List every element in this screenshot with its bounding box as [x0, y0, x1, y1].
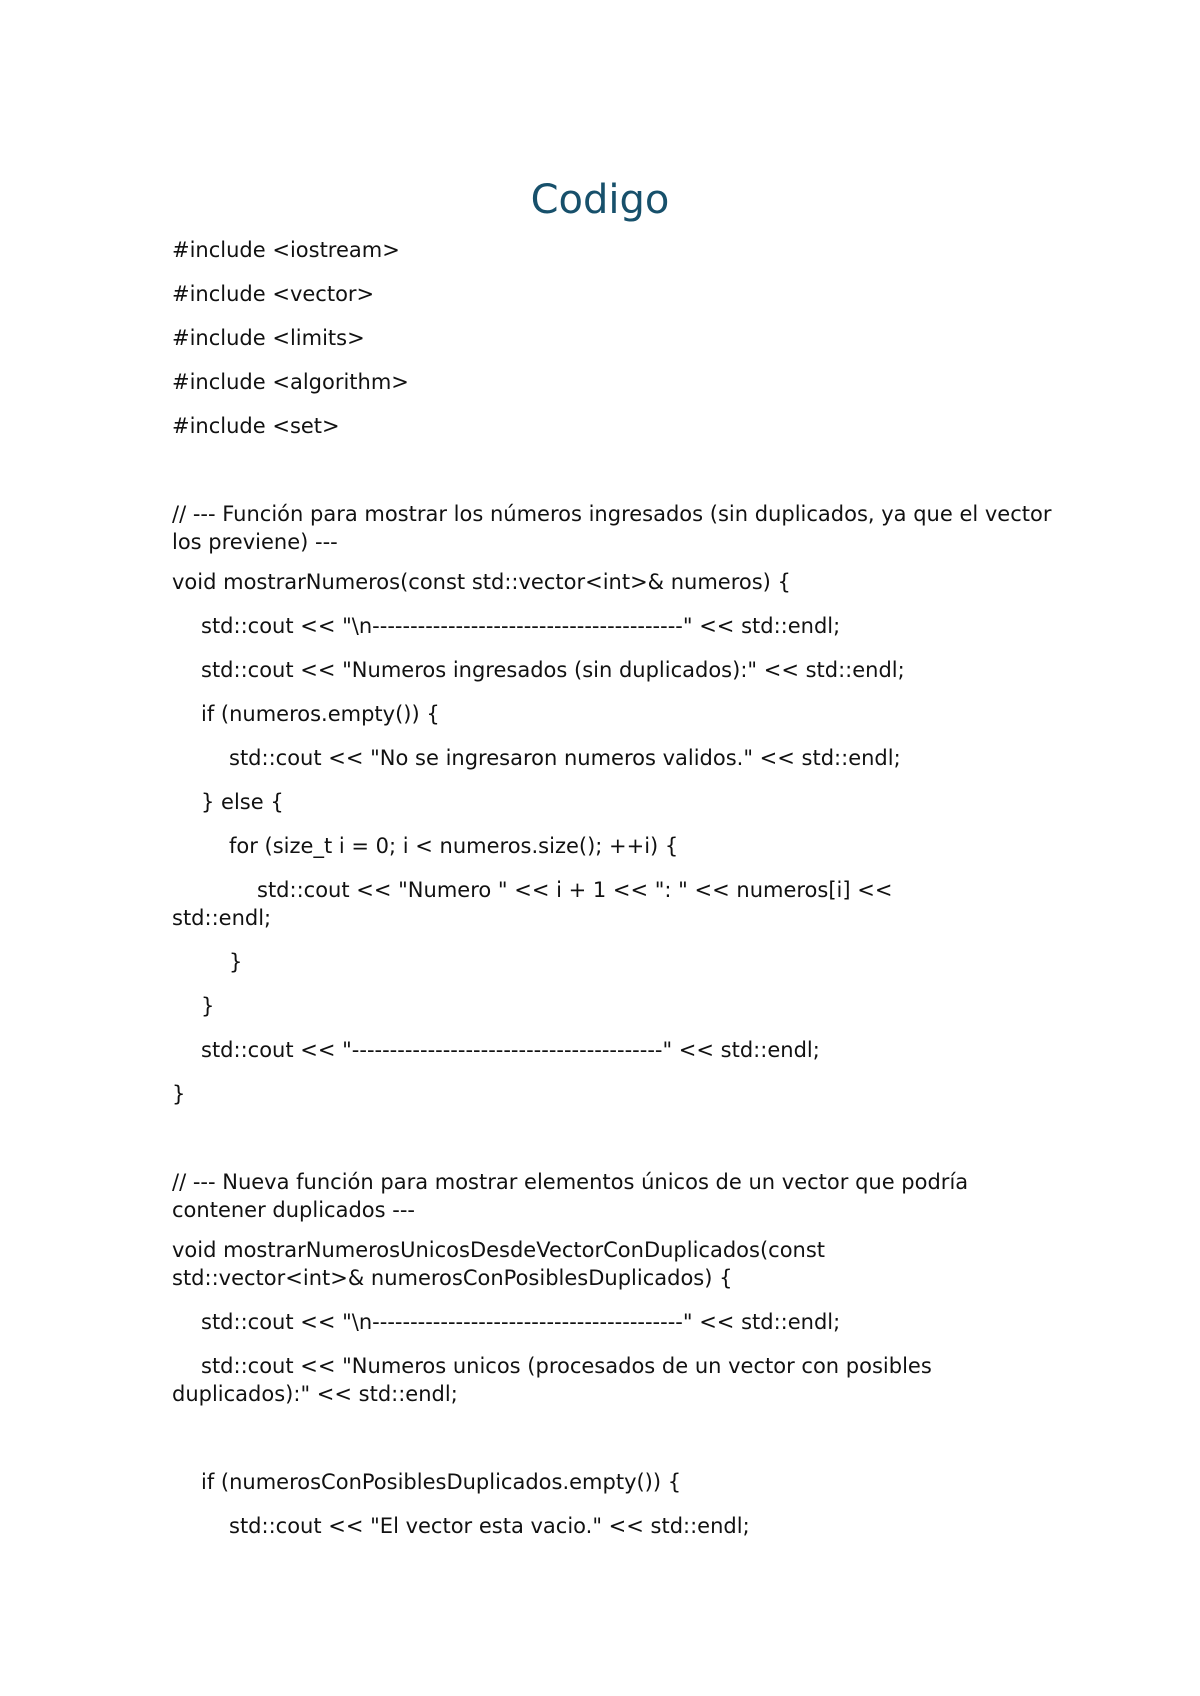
code-line: std::cout << "Numero " << i + 1 << ": " << numeros[i] << — [257, 878, 893, 902]
code-line: if (numeros.empty()) { — [201, 702, 440, 726]
code-line: } — [229, 950, 243, 974]
code-line: #include <algorithm> — [172, 370, 409, 394]
code-line: std::vector<int>& numerosConPosiblesDuplicados) { — [172, 1266, 733, 1290]
code-line: std::cout << "\n-----------------------------------------" << std::endl; — [201, 1310, 841, 1334]
code-line: } — [172, 1082, 186, 1106]
code-line: duplicados):" << std::endl; — [172, 1382, 458, 1406]
code-body — [172, 236, 1059, 1556]
code-line: #include <limits> — [172, 326, 365, 350]
code-line: std::cout << "Numeros unicos (procesados de un vector con posibles — [201, 1354, 932, 1378]
code-line: void mostrarNumerosUnicosDesdeVectorConDuplicados(const — [172, 1238, 826, 1262]
code-line: if (numerosConPosiblesDuplicados.empty()) { — [201, 1470, 682, 1494]
code-line: } — [201, 994, 215, 1018]
code-comment: // --- Función para mostrar los números ingresados (sin duplicados, ya que el vector los previene) --- — [172, 502, 1059, 554]
code-line: #include <vector> — [172, 282, 375, 306]
code-line: std::cout << "-----------------------------------------" << std::endl; — [201, 1038, 820, 1062]
blank-line — [172, 1124, 1052, 1152]
code-comment: // --- Nueva función para mostrar elementos únicos de un vector que podría contener duplicados --- — [172, 1170, 975, 1222]
code-line: std::cout << "Numeros ingresados (sin duplicados):" << std::endl; — [201, 658, 905, 682]
code-line: for (size_t i = 0; i < numeros.size(); ++i) { — [229, 834, 679, 858]
code-line: void mostrarNumeros(const std::vector<int>& numeros) { — [172, 570, 791, 594]
blank-line — [172, 456, 1052, 484]
page-title: Codigo — [530, 177, 670, 223]
code-line: #include <set> — [172, 414, 340, 438]
blank-line — [172, 1424, 1052, 1452]
code-line: std::cout << "\n-----------------------------------------" << std::endl; — [201, 614, 841, 638]
code-line: std::cout << "El vector esta vacio." << std::endl; — [229, 1514, 750, 1538]
code-line: std::cout << "No se ingresaron numeros validos." << std::endl; — [229, 746, 901, 770]
code-line: } else { — [201, 790, 284, 814]
code-line: std::endl; — [172, 906, 272, 930]
code-line: #include <iostream> — [172, 238, 400, 262]
